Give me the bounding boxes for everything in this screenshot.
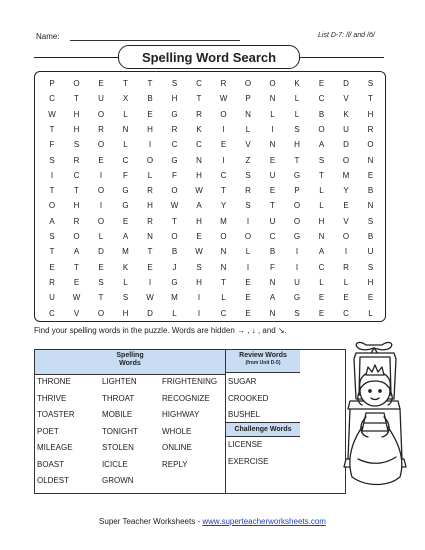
grid-letter: N	[245, 109, 251, 119]
grid-letter: B	[367, 186, 374, 196]
name-line	[70, 40, 240, 41]
grid-letter: D	[98, 247, 104, 257]
grid-letter: B	[318, 109, 325, 119]
grid-letter: I	[197, 293, 201, 303]
grid-letter: C	[220, 170, 227, 180]
grid-letter: O	[269, 79, 276, 88]
grid-letter: T	[221, 186, 226, 196]
grid-letter: S	[367, 216, 374, 226]
grid-letter: U	[49, 293, 55, 303]
grid-letter: O	[73, 232, 80, 241]
instructions: Find your spelling words in the puzzle. Words are hidden → , ↓ , and ↘.	[34, 326, 287, 335]
grid-letter: T	[49, 124, 55, 134]
word-list-item: BUSHEL	[228, 410, 261, 419]
grid-letter: W	[219, 94, 228, 104]
grid-letter: C	[171, 140, 178, 150]
grid-letter: S	[73, 140, 80, 150]
grid-letter: N	[147, 232, 153, 241]
grid-letter: V	[343, 94, 349, 104]
grid-letter: T	[49, 186, 55, 196]
challenge-header: Challenge Words	[226, 422, 300, 437]
queen-on-throne-illustration	[336, 339, 422, 494]
grid-letter: K	[294, 79, 300, 88]
grid-letter: K	[196, 124, 202, 134]
grid-letter: U	[269, 216, 276, 226]
grid-letter: W	[170, 201, 179, 211]
grid-letter: S	[196, 262, 202, 272]
grid-letter: E	[122, 216, 129, 226]
grid-letter: L	[98, 232, 104, 241]
grid-letter: E	[98, 79, 104, 88]
grid-letter: C	[49, 94, 55, 104]
grid-letter: E	[147, 109, 153, 119]
grid-letter: E	[269, 155, 276, 165]
grid-letter: O	[244, 232, 252, 241]
grid-letter: S	[245, 170, 251, 180]
grid-letter: O	[220, 109, 227, 119]
word-list-item: STOLEN	[102, 443, 134, 452]
grid-letter: L	[245, 124, 251, 134]
grid-letter: T	[270, 201, 275, 211]
grid-letter: N	[220, 262, 227, 272]
grid-letter: W	[48, 109, 56, 119]
grid-letter: O	[73, 79, 80, 88]
grid-letter: S	[171, 79, 178, 88]
footer-url-link[interactable]: www.superteacherworksheets.com	[202, 517, 326, 526]
grid-letter: E	[367, 293, 374, 303]
grid-letter: E	[245, 277, 251, 287]
name-label: Name:	[36, 32, 60, 41]
word-list-item: POET	[37, 426, 59, 436]
grid-letter: R	[73, 216, 80, 226]
grid-letter: V	[73, 308, 80, 318]
grid-letter: L	[319, 277, 324, 287]
grid-letter: L	[294, 94, 300, 104]
grid-letter: R	[196, 109, 202, 119]
grid-letter: O	[342, 232, 350, 241]
grid-letter: S	[49, 232, 55, 241]
grid-letter: V	[343, 216, 349, 226]
grid-letter: L	[221, 293, 226, 303]
grid-letter: A	[49, 216, 55, 226]
grid-letter: R	[147, 186, 153, 196]
grid-letter: B	[269, 247, 276, 257]
grid-letter: N	[220, 247, 227, 257]
grid-letter: O	[171, 186, 178, 196]
grid-letter: E	[343, 293, 349, 303]
grid-letter: T	[74, 262, 79, 272]
grid-letter: T	[74, 186, 79, 196]
grid-letter: G	[293, 232, 301, 241]
grid-letter: H	[318, 216, 325, 226]
grid-letter: O	[97, 109, 105, 119]
grid-letter: L	[343, 277, 349, 287]
grid-letter: I	[99, 170, 103, 180]
grid-letter: I	[99, 201, 103, 211]
grid-letter: I	[197, 308, 201, 318]
grid-letter: B	[367, 232, 374, 241]
grid-letter: T	[74, 94, 79, 104]
grid-letter: D	[147, 308, 153, 318]
grid-letter: T	[294, 155, 300, 165]
grid-letter: S	[122, 293, 129, 303]
grid-letter: G	[171, 277, 178, 287]
grid-letter: S	[367, 262, 374, 272]
word-list-item: ICICLE	[102, 459, 128, 469]
word-list-item: LIGHTEN	[102, 377, 137, 386]
word-list-item: THRONE	[37, 377, 71, 386]
grid-letter: S	[318, 155, 325, 165]
grid-letter: N	[269, 277, 276, 287]
grid-letter: C	[73, 170, 80, 180]
grid-letter: L	[123, 277, 128, 287]
grid-letter: E	[318, 293, 325, 303]
grid-letter: O	[171, 232, 178, 241]
word-list-item: TOASTER	[37, 410, 75, 419]
grid-letter: E	[98, 155, 104, 165]
grid-letter: K	[122, 262, 129, 272]
grid-letter: T	[319, 170, 324, 180]
grid-letter: E	[367, 170, 374, 180]
grid-letter: O	[342, 155, 350, 165]
grid-letter: L	[319, 201, 324, 211]
word-list-item: THRIVE	[37, 393, 67, 403]
grid-letter: O	[367, 140, 374, 150]
grid-letter: E	[98, 262, 104, 272]
grid-letter: A	[122, 232, 129, 241]
word-search-grid	[34, 71, 386, 322]
grid-letter: W	[72, 293, 81, 303]
grid-letter: U	[98, 94, 104, 104]
grid-letter: R	[171, 124, 178, 134]
grid-letter: T	[196, 94, 202, 104]
grid-letter: L	[147, 170, 153, 180]
grid-letter: D	[343, 79, 349, 88]
grid-letter: I	[295, 262, 299, 272]
grid-letter: U	[367, 247, 374, 257]
grid-letter: I	[271, 124, 274, 134]
grid-letter: P	[49, 79, 55, 88]
grid-letter: G	[171, 109, 178, 119]
grid-letter: E	[220, 140, 227, 150]
word-list-item: SUGAR	[228, 377, 257, 386]
grid-letter: O	[220, 232, 227, 241]
grid-letter: C	[122, 155, 129, 165]
grid-letter: O	[97, 216, 105, 226]
grid-letter: D	[343, 140, 349, 150]
grid-letter: G	[122, 186, 129, 196]
word-list-item: TONIGHT	[102, 426, 138, 436]
grid-letter: C	[196, 79, 202, 88]
grid-letter: H	[196, 170, 202, 180]
grid-letter: R	[220, 79, 227, 88]
grid-letter: C	[318, 262, 325, 272]
grid-letter: I	[295, 247, 299, 257]
grid-letter: F	[270, 262, 275, 272]
grid-letter: N	[318, 232, 325, 241]
grid-letter: L	[172, 308, 177, 318]
review-header: Review Words (from Unit D-5)	[226, 350, 300, 373]
grid-letter: L	[123, 140, 128, 150]
grid-letter: L	[270, 109, 275, 119]
grid-letter: I	[344, 247, 348, 257]
grid-letter: S	[367, 79, 374, 88]
grid-letter: P	[294, 186, 300, 196]
grid-letter: T	[123, 79, 128, 88]
grid-letter: S	[294, 308, 300, 318]
grid-letter: H	[367, 109, 374, 119]
grid-letter: H	[196, 216, 202, 226]
grid-letter: H	[122, 308, 129, 318]
grid-letter: N	[269, 140, 276, 150]
grid-letter: L	[123, 109, 128, 119]
word-list-item: CROOKED	[228, 393, 269, 403]
grid-letter: V	[245, 140, 251, 150]
grid-letter: I	[148, 140, 152, 150]
grid-letter: G	[122, 201, 129, 211]
grid-letter: O	[293, 201, 301, 211]
grid-letter: N	[269, 94, 276, 104]
title-rule-right	[297, 57, 384, 58]
grid-letter: E	[269, 186, 276, 196]
grid-letter: E	[73, 277, 80, 287]
grid-letter: I	[222, 155, 225, 165]
grid-letter: T	[368, 94, 373, 104]
word-list-item: ONLINE	[162, 443, 192, 452]
grid-letter: S	[245, 201, 251, 211]
word-list-item: EXERCISE	[228, 456, 269, 466]
grid-letter: U	[294, 277, 300, 287]
grid-letter: R	[367, 124, 374, 134]
grid-letter: H	[196, 277, 202, 287]
grid-letter: L	[319, 186, 324, 196]
grid-letter: T	[49, 247, 55, 257]
grid-letter: N	[196, 155, 202, 165]
grid-letter: U	[343, 124, 349, 134]
grid-letter: C	[269, 232, 276, 241]
grid-letter: E	[343, 201, 349, 211]
list-label: List D-7: /l/ and /ō/	[318, 32, 375, 39]
grid-letter: T	[221, 277, 226, 287]
grid-letter: O	[97, 140, 105, 150]
grid-letter: H	[73, 201, 80, 211]
grid-letter: R	[98, 124, 104, 134]
grid-letter: E	[147, 262, 153, 272]
word-list-item: OLDEST	[37, 476, 70, 485]
grid-letter: U	[269, 170, 276, 180]
grid-letter: P	[245, 94, 251, 104]
grid-letter: T	[147, 247, 153, 257]
grid-letter: M	[342, 170, 350, 180]
grid-letter: O	[48, 201, 56, 211]
grid-letter: A	[318, 247, 325, 257]
grid-letter: R	[245, 186, 251, 196]
word-list-item: THROAT	[102, 393, 135, 403]
grid-letter: O	[97, 186, 105, 196]
word-list-item: HIGHWAY	[162, 410, 200, 419]
grid-letter: A	[196, 201, 202, 211]
grid-letter: C	[318, 94, 325, 104]
page-title: Spelling Word Search	[118, 45, 300, 69]
grid-letter: I	[222, 124, 225, 134]
grid-letter: M	[171, 293, 178, 303]
grid-letter: E	[318, 308, 325, 318]
grid-letter: J	[172, 262, 177, 272]
grid-letter: L	[368, 308, 373, 318]
word-list-item: BOAST	[37, 459, 65, 469]
grid-letter: C	[343, 308, 349, 318]
grid-letter: R	[343, 262, 349, 272]
grid-letter: O	[244, 79, 252, 88]
grid-letter: F	[172, 170, 177, 180]
grid-letter: C	[196, 140, 202, 150]
grid-letter: B	[147, 94, 153, 104]
grid-letter: R	[147, 216, 153, 226]
grid-letter: L	[294, 109, 300, 119]
grid-letter: H	[147, 201, 153, 211]
grid-letter: H	[73, 124, 80, 134]
grid-letter: I	[148, 277, 152, 287]
grid-letter: A	[318, 140, 325, 150]
grid-letter: W	[195, 186, 203, 196]
grid-letter: O	[318, 124, 325, 134]
grid-letter: I	[246, 216, 250, 226]
word-list-item: MILEAGE	[37, 443, 73, 452]
footer	[0, 517, 425, 526]
grid-letter: G	[293, 293, 301, 303]
grid-letter: H	[367, 277, 374, 287]
grid-letter: W	[195, 247, 203, 257]
grid-letter: B	[171, 247, 178, 257]
grid-letter: M	[220, 216, 227, 226]
grid-letter: E	[318, 79, 325, 88]
word-list-item: FRIGHTENING	[162, 377, 218, 386]
grid-letter: H	[294, 140, 300, 150]
word-list-item: WHOLE	[162, 426, 192, 436]
grid-letter: R	[73, 155, 80, 165]
grid-letter: C	[49, 308, 55, 318]
grid-letter: H	[171, 94, 178, 104]
grid-letter: R	[49, 277, 55, 287]
word-list-item: LICENSE	[228, 440, 263, 449]
grid-letter: N	[367, 201, 374, 211]
word-list-item: RECOGNIZE	[162, 393, 210, 403]
word-list-item: REPLY	[162, 459, 188, 469]
grid-letter: S	[49, 155, 55, 165]
grid-letter: S	[294, 124, 300, 134]
grid-letter: O	[97, 308, 105, 318]
grid-letter: F	[49, 140, 55, 150]
grid-letter: K	[343, 109, 349, 119]
grid-letter: E	[196, 232, 202, 241]
grid-letter: G	[171, 155, 178, 165]
grid-letter: N	[122, 124, 129, 134]
footer-site-name: Super Teacher Worksheets -	[99, 517, 203, 526]
grid-letter: M	[122, 247, 129, 257]
grid-letter: Y	[220, 201, 227, 211]
grid-letter: I	[246, 262, 250, 272]
grid-letter: E	[49, 262, 55, 272]
grid-letter: H	[73, 109, 80, 119]
grid-letter: O	[293, 216, 301, 226]
grid-letter: W	[146, 293, 154, 303]
grid-letter: T	[98, 293, 104, 303]
grid-letter: G	[293, 170, 301, 180]
grid-letter: A	[269, 293, 276, 303]
grid-letter: N	[367, 155, 374, 165]
grid-letter: S	[98, 277, 104, 287]
grid-letter: Y	[343, 186, 349, 196]
spelling-header: Spelling Words	[35, 350, 225, 375]
word-list-item: GROWN	[102, 476, 134, 485]
grid-letter: I	[50, 170, 54, 180]
grid-letter: N	[269, 308, 276, 318]
title-rule-left	[34, 57, 120, 58]
grid-letter: Z	[245, 155, 251, 165]
grid-letter: C	[220, 308, 227, 318]
word-list-item: MOBILE	[102, 410, 133, 419]
grid-letter: X	[122, 94, 129, 104]
grid-letter: A	[73, 247, 80, 257]
grid-letter: F	[123, 170, 128, 180]
grid-letter: T	[147, 79, 153, 88]
grid-letter: L	[245, 247, 251, 257]
grid-letter: O	[146, 155, 154, 165]
grid-letter: T	[172, 216, 177, 226]
word-table	[34, 349, 346, 494]
grid-letter: E	[245, 308, 251, 318]
grid-letter: E	[245, 293, 251, 303]
grid-letter: H	[147, 124, 153, 134]
